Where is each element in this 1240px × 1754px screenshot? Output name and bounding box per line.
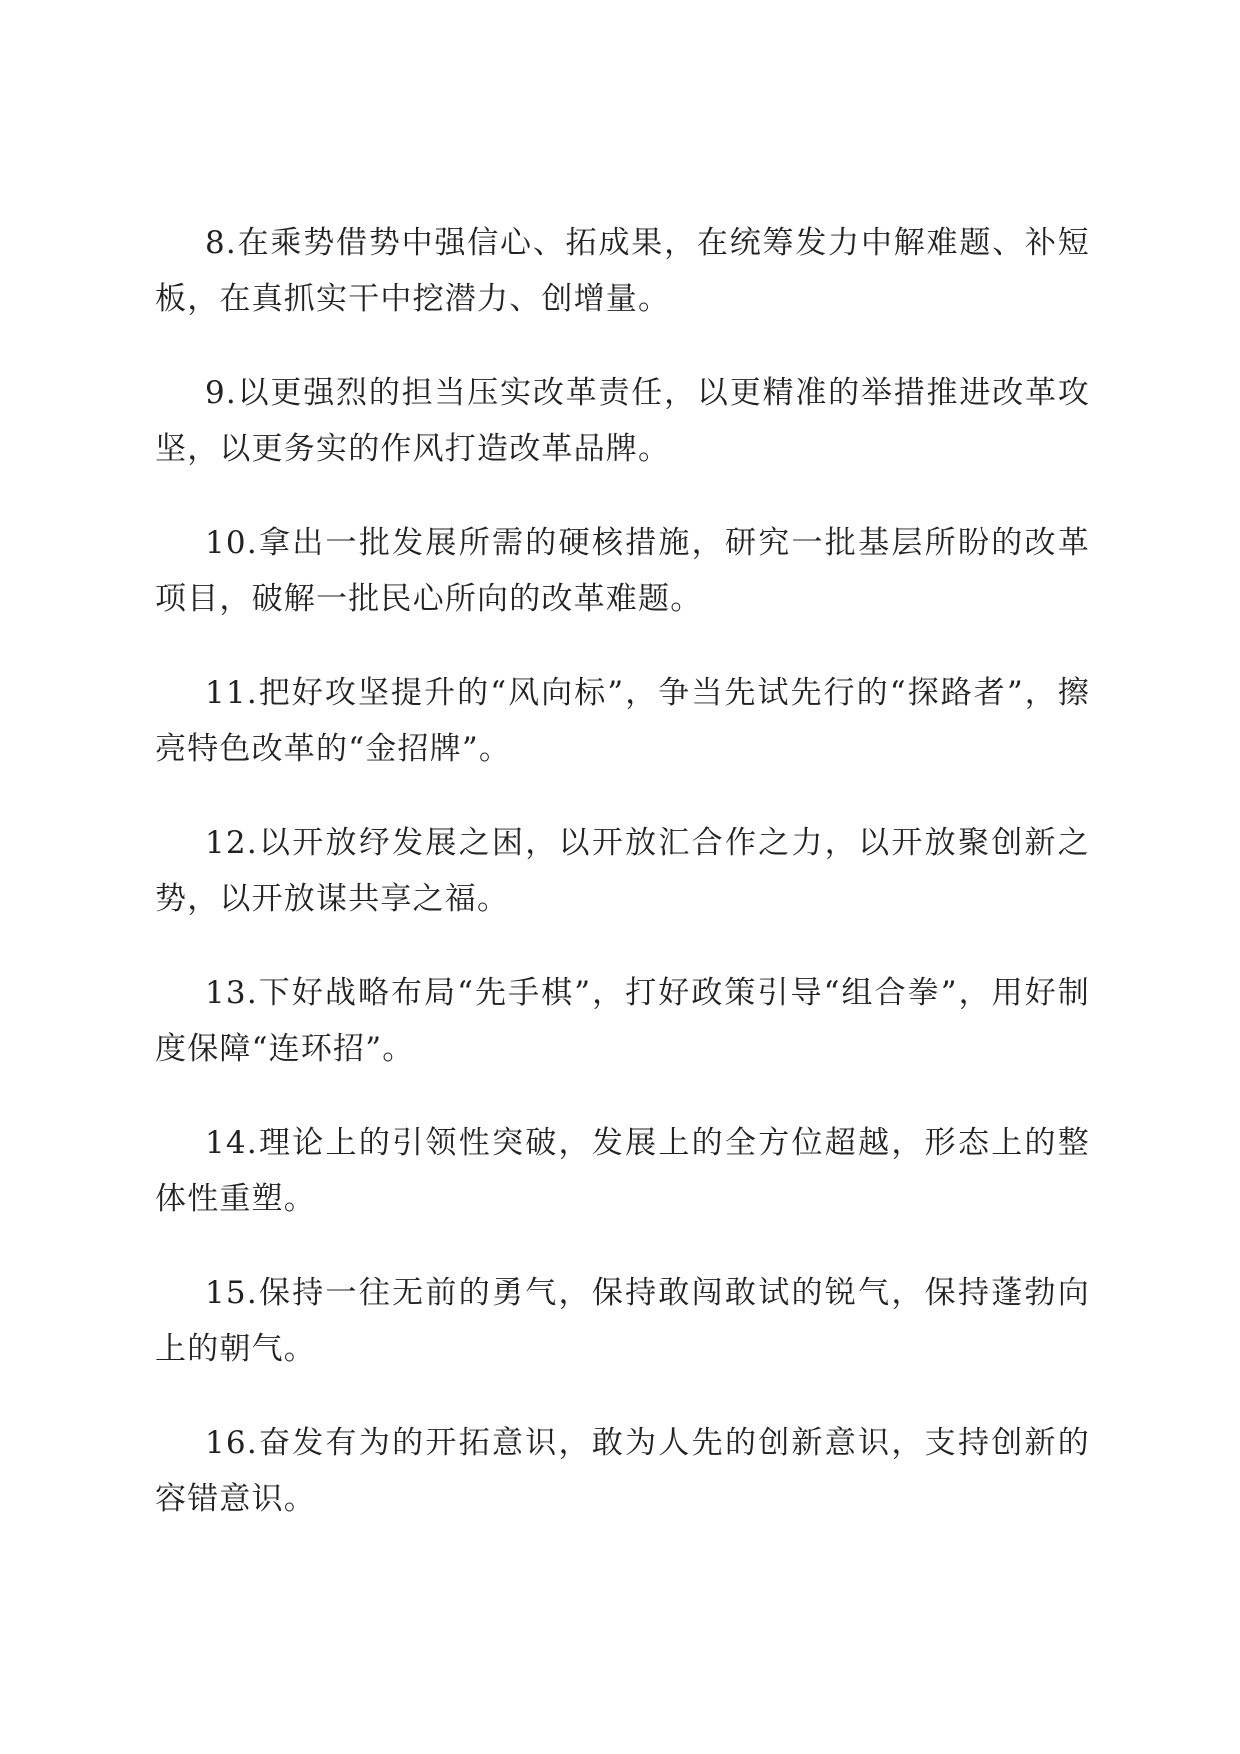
list-item [155,1115,1090,1227]
item-text: 把好攻坚提升的“风向标”，争当先试先行的“探路者”，擦亮特色改革的“金招牌”。 [155,675,1090,767]
item-number: 8. [205,225,237,261]
item-text: 在乘势借势中强信心、拓成果，在统筹发力中解难题、补短板，在真抓实干中挖潜力、创增量。 [155,225,1090,317]
list-item [155,1265,1090,1377]
list-item [155,215,1090,327]
item-text: 以更强烈的担当压实改革责任，以更精准的举措推进改革攻坚，以更务实的作风打造改革品牌。 [155,375,1090,467]
item-text: 保持一往无前的勇气，保持敢闯敢试的锐气，保持蓬勃向上的朝气。 [155,1275,1090,1367]
item-number: 16. [205,1425,258,1461]
document-body [155,215,1090,1565]
list-item [155,515,1090,627]
list-item [155,965,1090,1077]
item-number: 11. [205,675,258,711]
item-text: 奋发有为的开拓意识，敢为人先的创新意识，支持创新的容错意识。 [155,1425,1090,1517]
item-number: 10. [205,525,258,561]
item-text: 理论上的引领性突破，发展上的全方位超越，形态上的整体性重塑。 [155,1125,1090,1217]
item-number: 13. [205,975,258,1011]
item-text: 拿出一批发展所需的硬核措施，研究一批基层所盼的改革项目，破解一批民心所向的改革难题。 [155,525,1090,617]
item-number: 12. [205,825,258,861]
item-number: 9. [205,375,237,411]
list-item [155,365,1090,477]
item-text: 以开放纾发展之困，以开放汇合作之力，以开放聚创新之势，以开放谋共享之福。 [155,825,1090,917]
list-item [155,1415,1090,1527]
item-number: 15. [205,1275,258,1311]
list-item [155,665,1090,777]
item-number: 14. [205,1125,258,1161]
list-item [155,815,1090,927]
item-text: 下好战略布局“先手棋”，打好政策引导“组合拳”，用好制度保障“连环招”。 [155,975,1090,1067]
